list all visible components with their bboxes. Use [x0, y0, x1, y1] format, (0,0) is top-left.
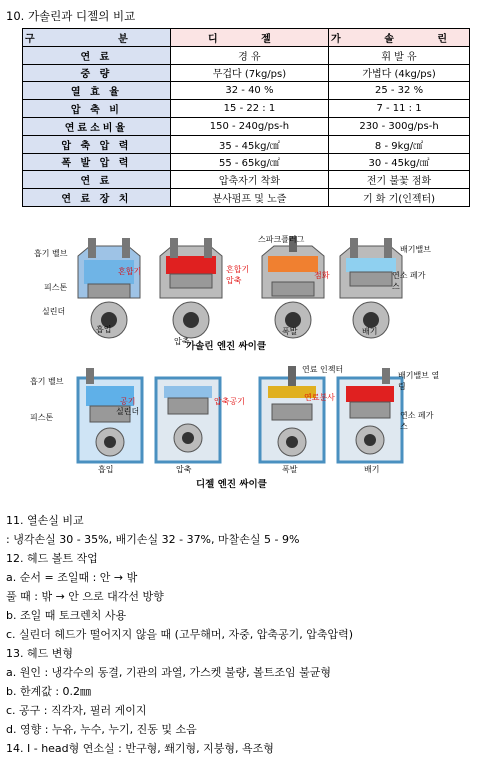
- diesel-cycle-title: 디젤 엔진 싸이클: [196, 479, 267, 490]
- stroke-compression: 압축: [176, 465, 192, 474]
- row-diesel: 32 - 40 %: [170, 82, 328, 100]
- label-intake-valve: 흡기 벨브: [30, 377, 64, 386]
- table-row: [23, 189, 470, 207]
- row-gasoline: 30 - 45kg/㎠: [329, 153, 470, 171]
- row-label: 폭 발 압 력: [23, 153, 171, 171]
- section-10-heading: 10. 가솔린과 디젤의 비교: [6, 9, 136, 23]
- table-row: [23, 64, 470, 82]
- table-row: [23, 100, 470, 118]
- row-gasoline: 230 - 300g/ps-h: [329, 117, 470, 135]
- label-exhaust-valve: 배기밸브: [400, 245, 431, 254]
- row-label: 압 축 압 력: [23, 135, 171, 153]
- row-gasoline: 가볍다 (4kg/ps): [329, 64, 470, 82]
- row-label: 중 량: [23, 64, 171, 82]
- row-gasoline: 기 화 기(인젝터): [329, 189, 470, 207]
- label-exhaust-gas: 연소 페가스: [400, 411, 434, 431]
- deformation-effect: d. 영향 : 누유, 누수, 누기, 진동 및 소음: [6, 723, 197, 736]
- section-12-heading: 12. 헤드 볼트 작업: [6, 552, 98, 565]
- label-piston: 피스톤: [44, 283, 68, 292]
- stroke-power: 폭발: [282, 327, 298, 336]
- stroke-intake: 흡입: [96, 325, 112, 334]
- row-label: 연료소비율: [23, 117, 171, 135]
- label-intake-valve: 흡기 벨브: [34, 249, 68, 258]
- row-diesel: 경 유: [170, 46, 328, 64]
- section-14-heading: 14. I - head형 연소실 : 반구형, 쐐기형, 지붕형, 욕조형: [6, 742, 274, 755]
- label-cylinder: 실린더: [116, 407, 140, 416]
- row-gasoline: 7 - 11 : 1: [329, 100, 470, 118]
- label-spark-plug: 스파크플러그: [258, 235, 305, 244]
- row-diesel: 분사펌프 및 노즐: [170, 189, 328, 207]
- label-injector: 연료 인젝터: [302, 365, 344, 374]
- bolt-order-tighten: a. 순서 = 조일때 : 안 → 밖: [6, 571, 138, 584]
- table-row: [23, 82, 470, 100]
- stroke-compression: 압축: [174, 337, 190, 346]
- row-gasoline: 전기 불꽃 점화: [329, 171, 470, 189]
- section-11-heading: 11. 열손실 비교: [6, 514, 84, 527]
- table-header-row: [23, 29, 470, 47]
- diesel-cycle-figure: [0, 360, 483, 490]
- table-row: [23, 46, 470, 64]
- table-header-gasoline: 가 솔 린: [329, 29, 470, 47]
- stroke-power: 폭발: [282, 465, 298, 474]
- row-gasoline: 8 - 9kg/㎠: [329, 135, 470, 153]
- row-diesel: 35 - 45kg/㎠: [170, 135, 328, 153]
- stroke-exhaust: 배기: [362, 327, 378, 336]
- row-diesel: 15 - 22 : 1: [170, 100, 328, 118]
- deformation-limit: b. 한계값 : 0.2㎜: [6, 685, 92, 698]
- row-label: 연 료 장 치: [23, 189, 171, 207]
- table-row: [23, 135, 470, 153]
- label-compressed-air: 압축공기: [214, 397, 245, 406]
- row-diesel: 압축자기 착화: [170, 171, 328, 189]
- bolt-torque-wrench: b. 조일 때 토크렌치 사용: [6, 609, 127, 622]
- label-mixture-compression: 혼합기 압축: [226, 265, 250, 285]
- label-cylinder: 실린더: [42, 307, 66, 316]
- table-row: [23, 171, 470, 189]
- label-mixture: 혼합기: [118, 267, 142, 276]
- label-exhaust-gas: 연소 페가스: [392, 271, 426, 291]
- comparison-table: [22, 28, 470, 207]
- row-label: 열 효 율: [23, 82, 171, 100]
- stroke-exhaust: 배기: [364, 465, 380, 474]
- heat-loss-detail: : 냉각손실 30 - 35%, 배기손실 32 - 37%, 마찰손실 5 - 9%: [6, 533, 300, 546]
- label-exhaust-valve-open: 배기밸브 열림: [398, 371, 440, 391]
- gasoline-cycle-figure: [0, 228, 483, 358]
- row-label: 연 료: [23, 46, 171, 64]
- row-gasoline: 휘 발 유: [329, 46, 470, 64]
- row-gasoline: 25 - 32 %: [329, 82, 470, 100]
- head-removal: c. 실린더 헤드가 떨어지지 않을 때 (고무해머, 자중, 압축공기, 압축압력): [6, 628, 353, 641]
- row-diesel: 55 - 65kg/㎠: [170, 153, 328, 171]
- section-13-heading: 13. 헤드 변형: [6, 647, 73, 660]
- label-piston: 피스톤: [30, 413, 54, 422]
- label-ignition: 점화: [314, 271, 330, 280]
- table-row: [23, 117, 470, 135]
- table-row: [23, 153, 470, 171]
- label-fuel-injection: 연료분사: [304, 393, 335, 402]
- table-header-label: 구 분: [23, 29, 171, 47]
- row-diesel: 무겁다 (7kg/ps): [170, 64, 328, 82]
- deformation-tools: c. 공구 : 직각자, 필러 게이지: [6, 704, 147, 717]
- row-diesel: 150 - 240g/ps-h: [170, 117, 328, 135]
- bolt-order-loosen: 풀 때 : 밖 → 안 으로 대각선 방향: [6, 590, 164, 603]
- row-label: 연 료: [23, 171, 171, 189]
- stroke-intake: 흡입: [98, 465, 114, 474]
- table-header-diesel: 디 젤: [170, 29, 328, 47]
- row-label: 압 축 비: [23, 100, 171, 118]
- deformation-cause: a. 원인 : 냉각수의 동결, 기관의 과열, 가스켓 불량, 볼트조임 불균형: [6, 666, 332, 679]
- label-air: 공기: [120, 397, 136, 406]
- gasoline-cycle-title: 가솔린 엔진 싸이클: [186, 341, 267, 352]
